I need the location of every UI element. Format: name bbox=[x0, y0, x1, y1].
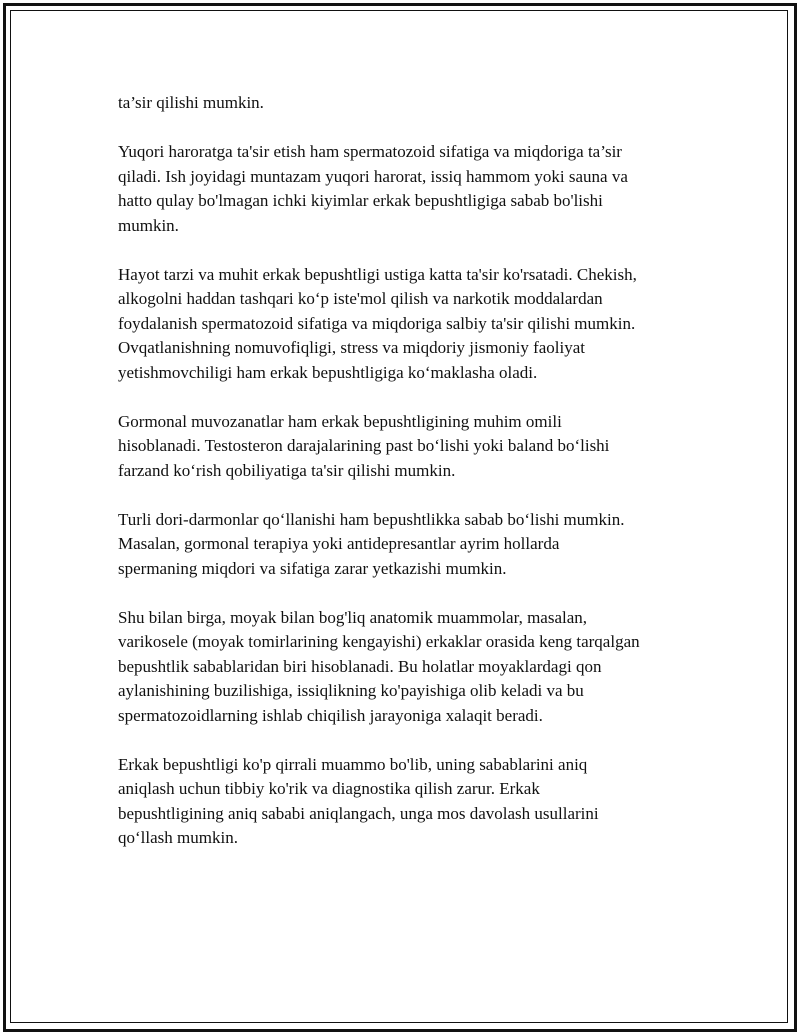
text-line: yetishmovchiligi ham erkak bepushtligiga ko‘maklasha oladi. bbox=[118, 362, 538, 382]
text-line: Gormonal muvozanatlar ham erkak bepushtligining muhim omili bbox=[118, 411, 562, 431]
text-line: spermatozoidlarning ishlab chiqilish jarayoniga xalaqit beradi. bbox=[118, 705, 543, 725]
text-line: Ovqatlanishning nomuvofiqligi, stress va miqdoriy jismoniy faoliyat bbox=[118, 338, 585, 357]
paragraph-7 bbox=[118, 753, 708, 851]
paragraph-6 bbox=[118, 606, 708, 729]
text-line: bepushtlik sabablaridan biri hisoblanadi. Bu holatlar moyaklardagi qon bbox=[118, 656, 602, 676]
text-line: qo‘llash mumkin. bbox=[118, 828, 238, 847]
paragraph-2 bbox=[118, 140, 708, 238]
text-line: ta’sir qilishi mumkin. bbox=[118, 93, 264, 112]
text-line: aylanishining buzilishiga, issiqlikning ko'payishiga olib keladi va bu bbox=[118, 681, 584, 700]
text-line: Masalan, gormonal terapiya yoki antidepresantlar ayrim hollarda bbox=[118, 534, 560, 553]
text-line: hisoblanadi. Testosteron darajalarining past bo‘lishi yoki baland bo‘lishi bbox=[118, 436, 610, 455]
text-line: foydalanish spermatozoid sifatiga va miqdoriga salbiy ta'sir qilishi mumkin. bbox=[118, 313, 636, 333]
text-line: mumkin. bbox=[118, 215, 179, 235]
text-line: alkogolni haddan tashqari ko‘p iste'mol qilish va narkotik moddalardan bbox=[118, 289, 603, 308]
text-line: Erkak bepushtligi ko'p qirrali muammo bo'lib, uning sabablarini aniq bbox=[118, 754, 588, 774]
text-line: Shu bilan birga, moyak bilan bog'liq anatomik muammolar, masalan, bbox=[118, 607, 588, 627]
document-body bbox=[118, 91, 708, 875]
text-line: Yuqori haroratga ta'sir etish ham spermatozoid sifatiga va miqdoriga ta’sir bbox=[118, 142, 622, 161]
paragraph-4 bbox=[118, 410, 708, 484]
text-line: farzand ko‘rish qobiliyatiga ta'sir qilishi mumkin. bbox=[118, 460, 456, 480]
text-line: varikosele (moyak tomirlarining kengayishi) erkaklar orasida keng tarqalgan bbox=[118, 632, 640, 651]
text-line: aniqlash uchun tibbiy ko'rik va diagnostika qilish zarur. Erkak bbox=[118, 779, 540, 798]
paragraph-1 bbox=[118, 91, 708, 116]
text-line: Turli dori-darmonlar qo‘llanishi ham bepushtlikka sabab bo‘lishi mumkin. bbox=[118, 509, 625, 529]
text-line: Hayot tarzi va muhit erkak bepushtligi ustiga katta ta'sir ko'rsatadi. Chekish, bbox=[118, 264, 637, 284]
text-line: bepushtligining aniq sababi aniqlangach, unga mos davolash usullarini bbox=[118, 803, 599, 823]
paragraph-5 bbox=[118, 508, 708, 582]
text-line: qiladi. Ish joyidagi muntazam yuqori harorat, issiq hammom yoki sauna va bbox=[118, 166, 628, 186]
text-line: hatto qulay bo'lmagan ichki kiyimlar erkak bepushtligiga sabab bo'lishi bbox=[118, 191, 603, 210]
paragraph-3 bbox=[118, 263, 708, 386]
text-line: spermaning miqdori va sifatiga zarar yetkazishi mumkin. bbox=[118, 558, 507, 578]
